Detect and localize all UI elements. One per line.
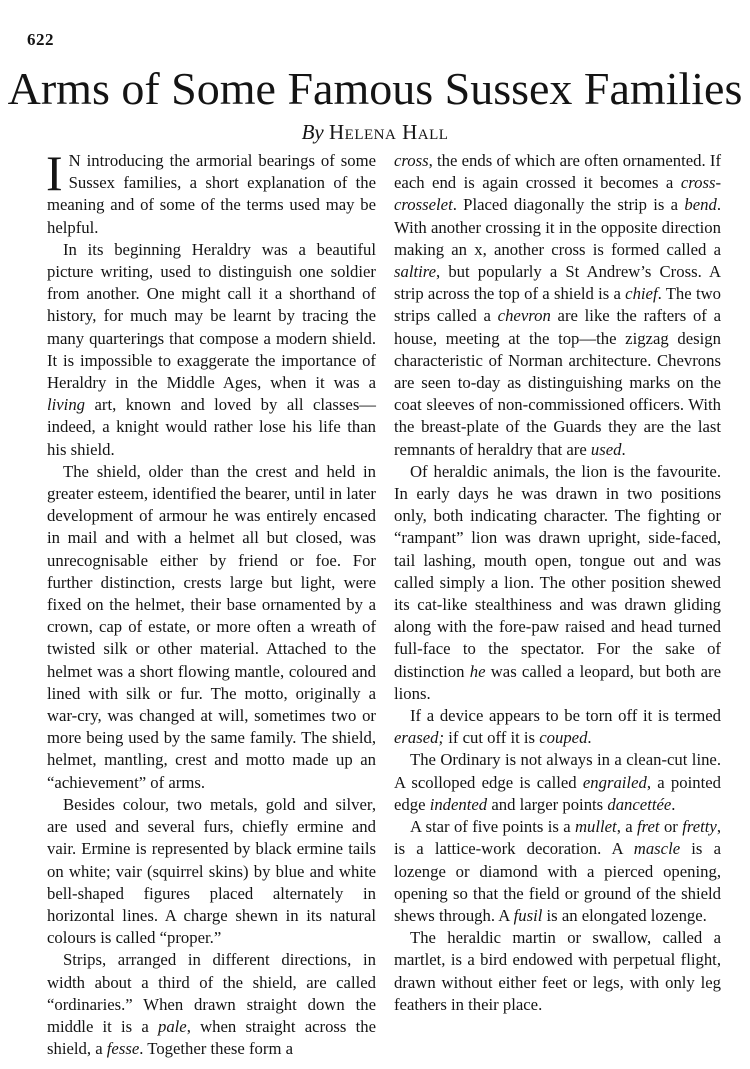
text-run: . [621,439,626,459]
paragraph [47,239,376,461]
text-run: , a pointed edge [394,772,721,814]
article-title: Arms of Some Famous Sussex Families [7,63,743,114]
italic-term: erased; [394,728,445,748]
paragraph [394,749,721,816]
drop-cap: I [46,145,63,201]
text-run: Strips, arranged in different directions, in width about a third of the shield, are called “ordinaries.” When drawn straight down the middle it is a [47,950,376,1036]
italic-term: mascle [633,839,681,859]
text-run: N introducing the armorial bearings of some Sussex families, a short explanation of the meaning and of some of the terms used may be helpful. [47,151,376,237]
paragraph [394,150,721,461]
italic-term: he [469,661,486,681]
italic-term: fret [637,817,660,837]
text-run: In its beginning Heraldry was a beautiful picture writing, used to distinguish one soldier from another. One might call it a shorthand of history, for much may be learnt by tracing the many quarterings that compose a modern shield. It is impossible to exaggerate the importance of Heraldry in the Middle Ages, when it was a [47,239,376,393]
text-run: are like the rafters of a house, meeting at the top—the zigzag design characteristic of Norman architecture. Chevrons are seen to-day as distinguishing marks on the coat sleeves of non-commissioned officers. With the breast-plate of the Guards they are the last remnants of heraldry that are [394,306,721,459]
italic-term: chief [625,284,658,304]
paragraph [394,705,721,749]
page-number: 622 [27,30,54,49]
left-column [46,145,376,1060]
text-run: , but popularly a St Andrew’s Cross. A strip across the top of a shield is a [394,262,721,304]
text-run: and larger points [487,794,608,814]
author-name: Helena Hall [329,120,449,144]
italic-term: couped [539,728,588,748]
text-run: The heraldic martin or swallow, called a martlet, is a bird endowed with perpetual flight, drawn without either feet or legs, with only leg feathers in their place. [394,928,721,1014]
text-run: . Together these form a [139,1039,294,1059]
paragraph [46,145,376,239]
text-run: . The two strips called a [394,284,721,326]
paragraph [394,461,721,705]
text-run: , the ends of which are often ornamented. If each end is again crossed it becomes a [394,151,721,193]
text-run: , when straight across the shield, a [47,1016,376,1059]
text-run: art, known and loved by all classes—indeed, a knight would rather lose his life than his shield. [47,395,376,459]
text-run: Besides colour, two metals, gold and silver, are used and several furs, chiefly ermine and vair. Ermine is represented by black ermine tails on white; vair (squirrel skins) by blue and white bell-shaped figures placed alternately in horizontal lines. A charge shewn in its natural colours is called “proper.” [47,794,376,948]
italic-term: fretty [682,817,717,837]
text-run: Of heraldic animals, the lion is the favourite. In early days he was drawn in two positions only, both indicating character. The fighting or “rampant” lion was drawn upright, side-faced, tail lashing, mouth open, tongue out and was called simply a lion. The other position shewed its cat-like stealthiness and was drawn gliding along with the fore-paw raised and head turned full-face to the spectator. For the sake of distinction [394,461,721,681]
text-run: , a [616,817,638,837]
byline-prefix: By [301,120,324,144]
italic-term: cross-crosselet [394,173,721,215]
paragraph [47,949,376,1060]
text-run: The shield, older than the crest and held in greater esteem, identified the bearer, until in later development of armour he was entirely encased in mail and with a helmet all but closed, was unrecognisable either by friend or foe. For further distinction, crests large but light, were fixed on the helmet, their base ornamented by a crown, cap of estate, or more often a wreath of twisted silk or other material. Attached to the helmet was a short flowing mantle, coloured and lined with silk or fur. The motto, originally a war-cry, was changed at will, sometimes two or more being used by the same family. The shield, helmet, mantling, crest and motto made up an “achievement” of arms. [47,461,376,792]
italic-term: used [590,439,622,459]
italic-term: chevron [497,306,551,326]
text-run: is a lozenge or diamond with a pierced opening, opening so that the field or ground of the shield shews through. A [394,839,721,925]
italic-term: bend [684,195,717,215]
text-run: is an elongated lozenge. [542,905,707,925]
text-run: was called a leopard, but both are lions. [394,661,721,703]
italic-term: fesse [106,1039,140,1059]
paragraph [394,816,721,927]
text-run: , is a lattice-work decoration. A [394,817,721,859]
right-column [394,150,721,1016]
italic-term: saltire [394,262,437,282]
byline [0,120,750,145]
text-run: or [659,817,683,837]
italic-term: cross [394,151,429,170]
text-run: . [587,728,592,748]
text-run: A star of five points is a [410,817,575,837]
italic-term: living [47,395,86,415]
text-run: . [671,794,676,814]
paragraph [47,794,376,949]
italic-term: indented [429,794,488,814]
italic-term: engrailed [582,772,647,792]
text-run: . With another crossing it in the opposite direction making an x, another cross is formed called a [394,195,721,259]
italic-term: fusil [513,905,543,925]
italic-term: pale [157,1016,187,1036]
italic-term: mullet [574,817,617,837]
paragraph [394,927,721,1016]
text-run: If a device appears to be torn off it is termed [410,706,721,726]
text-run: The Ordinary is not always in a clean-cut line. A scolloped edge is called [394,750,721,792]
paragraph [47,461,376,794]
text-run: . Placed diagonally the strip is a [452,195,685,215]
italic-term: dancettée [607,794,672,814]
text-run: if cut off it is [444,728,540,748]
